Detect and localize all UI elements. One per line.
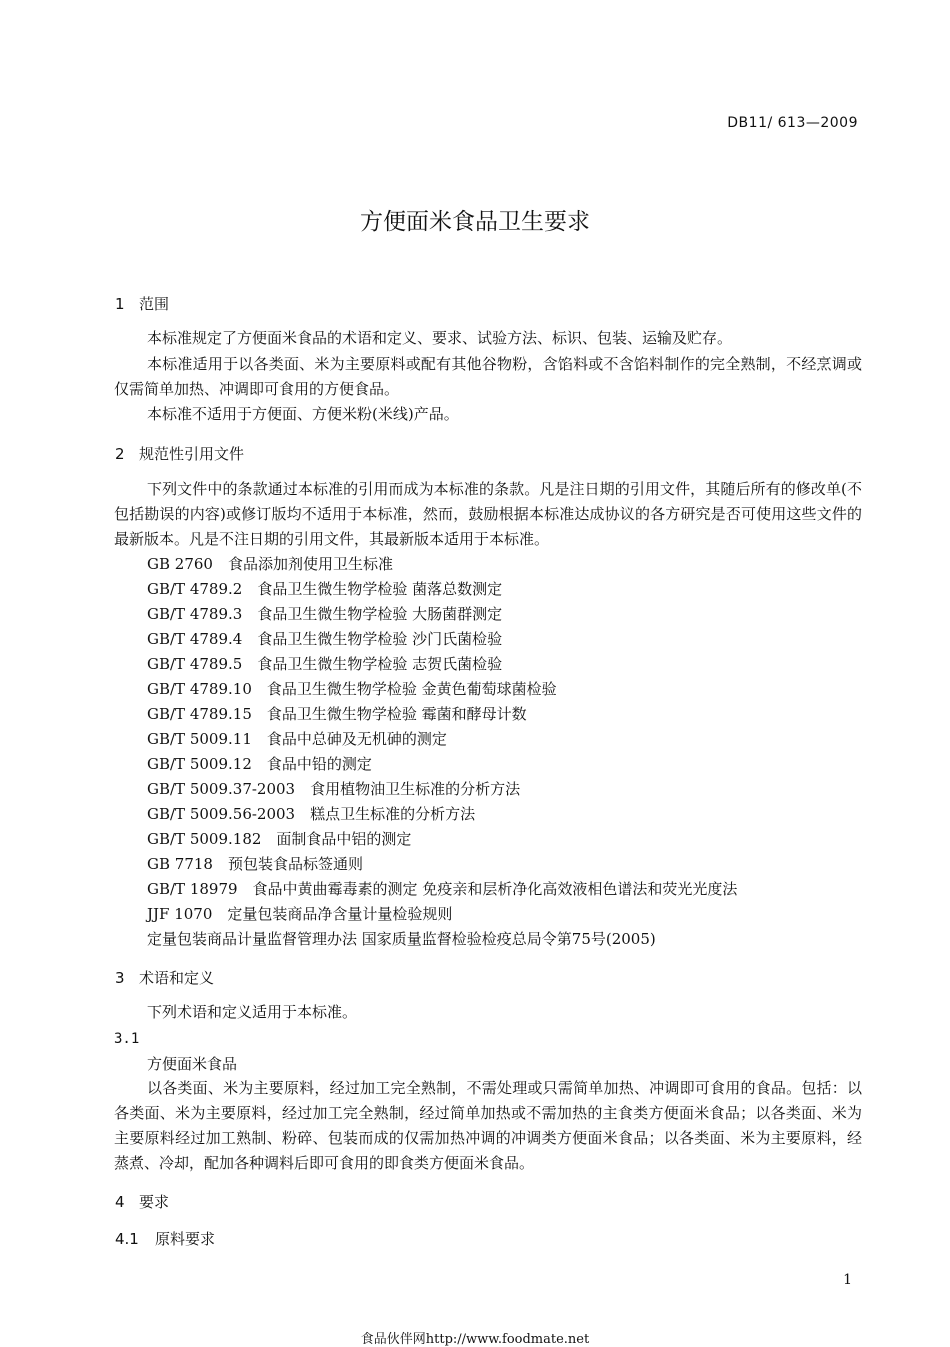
reference-item: GB/T 4789.10 食品卫生微生物学检验 金黄色葡萄球菌检验 [147,680,557,698]
reference-item: GB 7718 预包装食品标签通则 [147,855,363,873]
reference-item: 定量包装商品计量监督管理办法 国家质量监督检验检疫总局令第75号(2005) [147,930,656,948]
reference-item: GB/T 5009.12 食品中铅的测定 [147,755,372,773]
section-4-1-heading [115,1228,215,1249]
section-number: 4.1 [115,1230,139,1248]
reference-item: GB/T 4789.4 食品卫生微生物学检验 沙门氏菌检验 [147,630,503,648]
section-2-heading [115,443,244,464]
reference-item: GB/T 4789.15 食品卫生微生物学检验 霉菌和酵母计数 [147,705,527,723]
reference-item: GB/T 5009.56-2003 糕点卫生标准的分析方法 [147,805,476,823]
reference-item: GB/T 5009.37-2003 食用植物油卫生标准的分析方法 [147,780,521,798]
section-title: 要求 [139,1193,170,1211]
reference-item: GB/T 18979 食品中黄曲霉毒素的测定 免疫亲和层析净化高效液相色谱法和荧光光度法 [147,880,738,898]
term-name: 方便面米食品 [147,1055,238,1073]
scope-paragraph-1: 本标准规定了方便面米食品的术语和定义、要求、试验方法、标识、包装、运输及贮存。 [147,329,733,347]
references-intro: 下列文件中的条款通过本标准的引用而成为本标准的条款。凡是注日期的引用文件，其随后所有的修改单(不包括勘误的内容)或修订版均不适用于本标准，然而，鼓励根据本标准达成协议的各方研究是否可使用这些文件的最新版本。凡是不注日期的引用文件，其最新版本适用于本标准。 [114,480,862,548]
reference-item: GB/T 5009.182 面制食品中铝的测定 [147,830,412,848]
reference-item: GB/T 5009.11 食品中总砷及无机砷的测定 [147,730,447,748]
section-title: 原料要求 [155,1230,216,1248]
section-4-heading [115,1191,169,1212]
section-1-heading [115,293,169,314]
section-number: 1 [115,295,125,313]
terms-intro: 下列术语和定义适用于本标准。 [147,1003,358,1021]
standard-code: DB11/ 613—2009 [727,115,858,131]
reference-item: GB/T 4789.2 食品卫生微生物学检验 菌落总数测定 [147,580,503,598]
footer-watermark: 食品伙伴网http://www.foodmate.net [360,1332,590,1347]
page-title: 方便面米食品卫生要求 [360,209,590,235]
section-3-heading [115,967,214,988]
scope-paragraph-2: 本标准适用于以各类面、米为主要原料或配有其他谷物粉，含馅料或不含馅料制作的完全熟制，不经烹调或仅需简单加热、冲调即可食用的方便食品。 [114,355,862,398]
section-title: 规范性引用文件 [139,445,245,463]
section-title: 术语和定义 [139,969,215,987]
page-number: 1 [843,1272,852,1288]
reference-item: GB/T 4789.3 食品卫生微生物学检验 大肠菌群测定 [147,605,503,623]
reference-item: GB/T 4789.5 食品卫生微生物学检验 志贺氏菌检验 [147,655,503,673]
section-number: 3 [115,969,125,987]
term-definition: 以各类面、米为主要原料，经过加工完全熟制，不需处理或只需简单加热、冲调即可食用的食品。包括：以各类面、米为主要原料，经过加工完全熟制，经过简单加热或不需加热的主食类方便面米食品；以各类面、米为主要原料经过加工熟制、粉碎、包装而成的仅需加热冲调的冲调类方便面米食品；以各类面、米为主要原料，经蒸煮、冷却，配加各种调料后即可食用的即食类方便面米食品。 [114,1079,862,1172]
section-number: 4 [115,1193,125,1211]
reference-item: JJF 1070 定量包装商品净含量计量检验规则 [147,905,453,923]
term-number: 3.1 [114,1031,140,1047]
section-number: 2 [115,445,125,463]
reference-item: GB 2760 食品添加剂使用卫生标准 [147,555,393,573]
section-title: 范围 [139,295,170,313]
scope-paragraph-3: 本标准不适用于方便面、方便米粉(米线)产品。 [147,405,459,423]
